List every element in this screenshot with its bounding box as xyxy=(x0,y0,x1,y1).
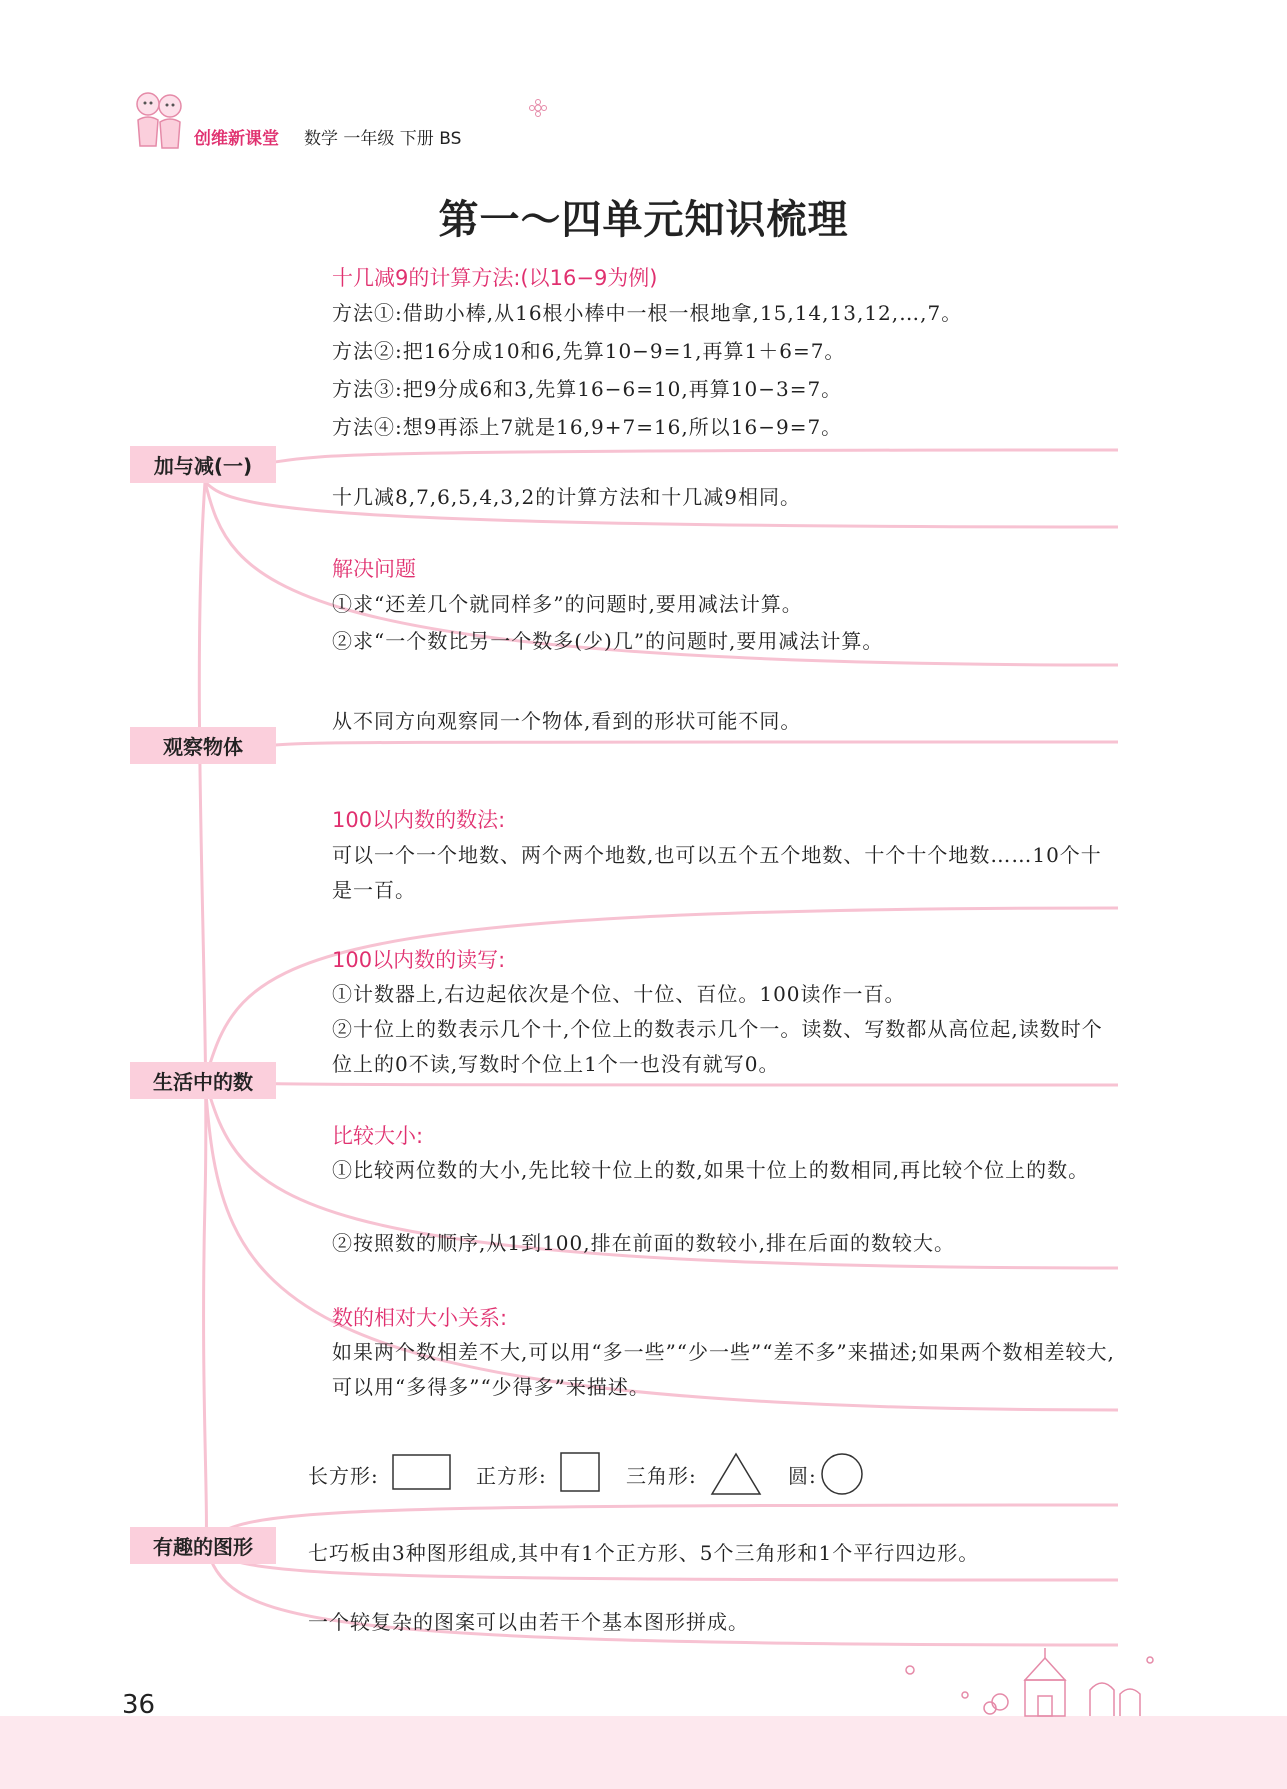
branch-fun-shapes: 有趣的图形 xyxy=(130,1527,276,1564)
relative-size-text: 如果两个数相差不大,可以用“多一些”“少一些”“差不多”来描述;如果两个数相差较大,可以用“多得多”“少得多”来描述。 xyxy=(332,1340,1115,1399)
read-write-2: ②十位上的数表示几个十,个位上的数表示几个一。读数、写数都从高位起,读数时个位上的0不读,写数时个位上1个一也没有就写0。 xyxy=(332,1017,1103,1076)
circle-label: 圆: xyxy=(788,1464,817,1488)
counting-text: 可以一个一个地数、两个两个地数,也可以五个五个地数、十个十个地数……10个十是一百。 xyxy=(332,843,1102,902)
heading-method: 十几减9的计算方法:(以16−9为例) xyxy=(332,266,658,290)
observe-text: 从不同方向观察同一个物体,看到的形状可能不同。 xyxy=(332,709,802,733)
heading-read-write: 100以内数的读写: xyxy=(332,948,506,972)
compare-2: ②按照数的顺序,从1到100,排在前面的数较小,排在后面的数较大。 xyxy=(332,1231,955,1255)
tangram-text: 七巧板由3种图形组成,其中有1个正方形、5个三角形和1个平行四边形。 xyxy=(308,1541,980,1565)
method-2: 方法②:把16分成10和6,先算10−9=1,再算1＋6=7。 xyxy=(332,339,846,363)
branch-add-subtract: 加与减(一) xyxy=(130,446,276,483)
method-1: 方法①:借助小棒,从16根小棒中一根一根地拿,15,14,13,12,…,7。 xyxy=(332,301,963,325)
read-write-1: ①计数器上,右边起依次是个位、十位、百位。100读作一百。 xyxy=(332,982,906,1006)
branch-numbers-in-life: 生活中的数 xyxy=(130,1062,276,1099)
castle-decoration-icon xyxy=(880,1640,1180,1720)
branch-observe-objects: 观察物体 xyxy=(130,727,276,764)
heading-counting: 100以内数的数法: xyxy=(332,808,506,832)
heading-relative-size: 数的相对大小关系: xyxy=(332,1306,508,1330)
square-shape-icon xyxy=(560,1452,602,1494)
rectangle-shape-icon xyxy=(392,1454,452,1492)
compare-1: ①比较两位数的大小,先比较十位上的数,如果十位上的数相同,再比较个位上的数。 xyxy=(332,1158,1090,1182)
brand-name: 创维新课堂 xyxy=(194,129,279,149)
square-label: 正方形: xyxy=(476,1464,547,1488)
problem-2: ②求“一个数比另一个数多(少)几”的问题时,要用减法计算。 xyxy=(332,629,884,653)
footer-band xyxy=(0,1716,1287,1789)
same-method-text: 十几减8,7,6,5,4,3,2的计算方法和十几减9相同。 xyxy=(332,485,801,509)
triangle-label: 三角形: xyxy=(626,1464,697,1488)
method-3: 方法③:把9分成6和3,先算16−6=10,再算10−3=7。 xyxy=(332,377,843,401)
triangle-shape-icon xyxy=(710,1452,762,1496)
heading-compare: 比较大小: xyxy=(332,1124,424,1148)
problem-1: ①求“还差几个就同样多”的问题时,要用减法计算。 xyxy=(332,592,803,616)
heading-solve-problems: 解决问题 xyxy=(332,557,416,581)
page-number: 36 xyxy=(122,1690,156,1720)
compose-text: 一个较复杂的图案可以由若干个基本图形拼成。 xyxy=(308,1610,749,1634)
rectangle-label: 长方形: xyxy=(308,1464,379,1488)
circle-shape-icon xyxy=(820,1452,864,1496)
page-title: 第一～四单元知识梳理 xyxy=(438,197,849,243)
method-4: 方法④:想9再添上7就是16,9+7=16,所以16−9=7。 xyxy=(332,415,843,439)
book-info: 数学 一年级 下册 BS xyxy=(304,129,462,149)
